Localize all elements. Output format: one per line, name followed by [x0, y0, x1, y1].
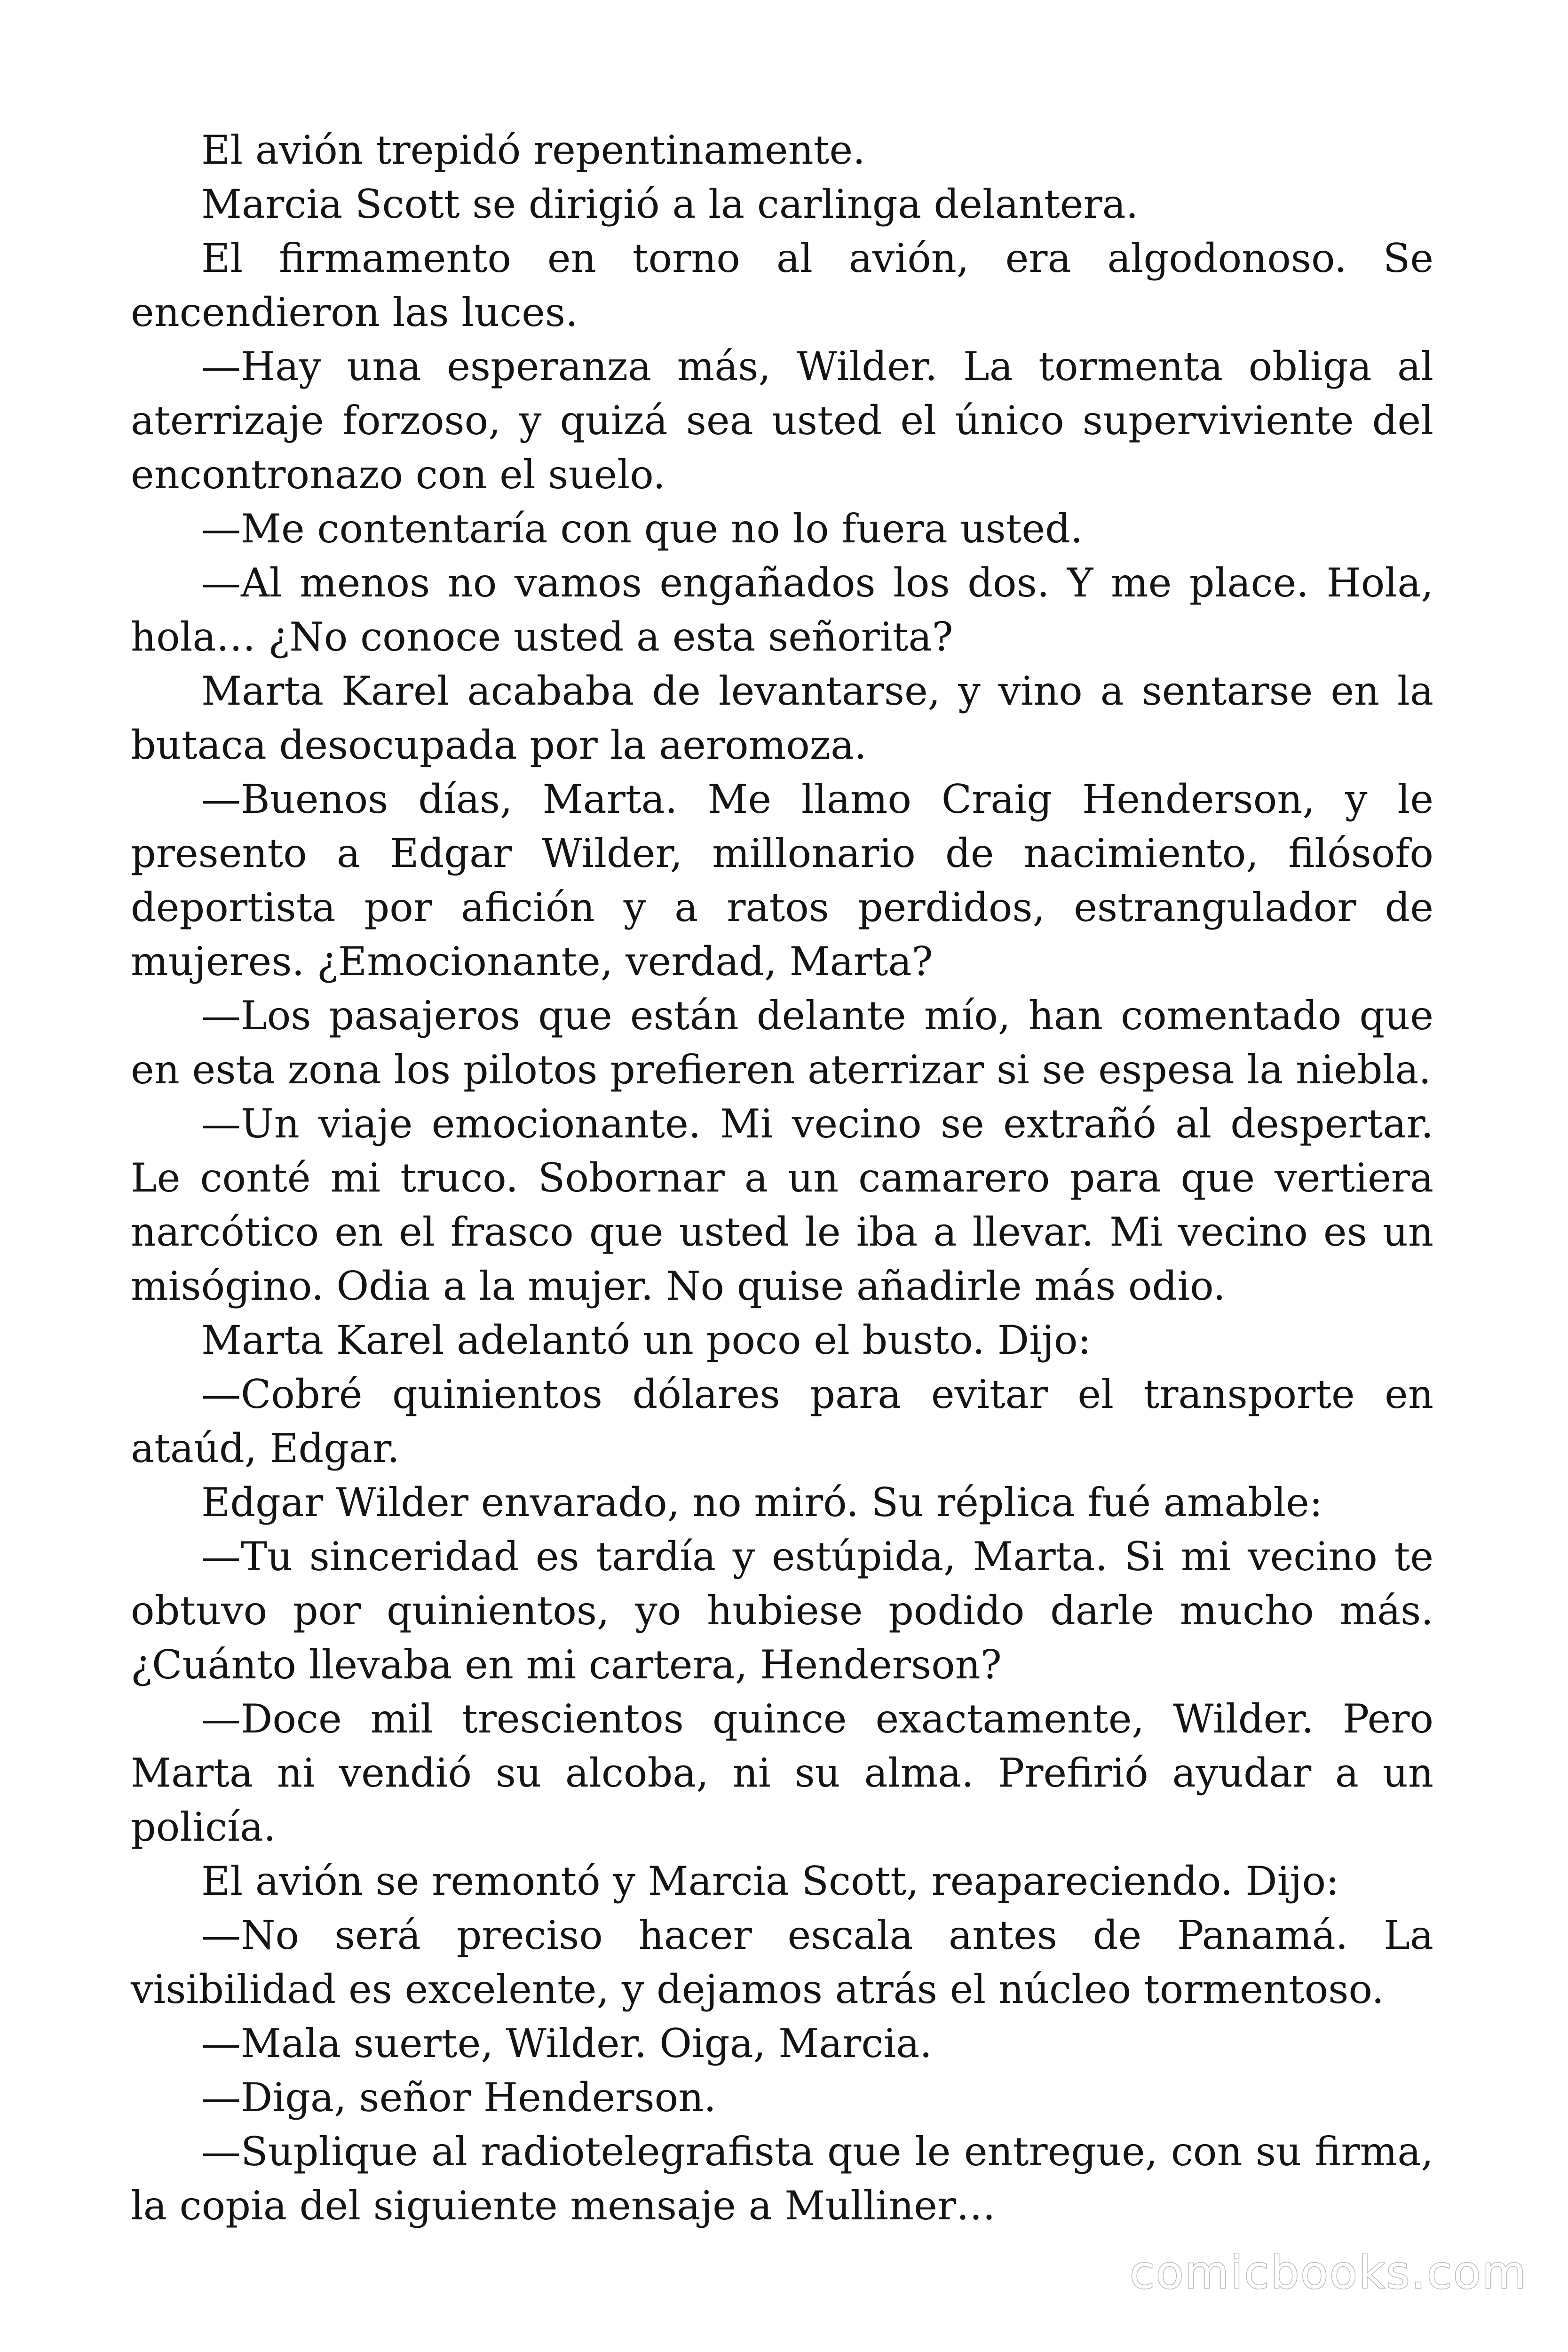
paragraph-19: —Diga, señor Henderson. — [201, 2074, 716, 2121]
paragraph-8: —Buenos días, Marta. Me llamo Craig Henderson, y le presento a Edgar Wilder, millonario de nacimiento, filósofo deportista por afición y a ratos perdidos, estrangulador de mujeres. ¿Emocionante, verdad, Marta? — [131, 776, 1433, 985]
paragraph-17: —No será preciso hacer escala antes de Panamá. La visibilidad es excelente, y dejamos atrás el núcleo tormentoso. — [131, 1912, 1433, 2012]
paragraph-10: —Un viaje emocionante. Mi vecino se extrañó al despertar. Le conté mi truco. Sobornar a un camarero para que vertiera narcótico en el frasco que usted le iba a llevar. Mi vecino es un misógino. Odia a la mujer. No quise añadirle más odio. — [131, 1101, 1433, 1309]
paragraph-3: El firmamento en torno al avión, era algodonoso. Se encendieron las luces. — [131, 235, 1433, 335]
watermark-text: comicbooks.com — [1129, 2246, 1528, 2299]
paragraph-1: El avión trepidó repentinamente. — [201, 127, 865, 173]
page-body — [131, 123, 1433, 2233]
paragraph-2: Marcia Scott se dirigió a la carlinga delantera. — [201, 181, 1139, 227]
paragraph-6: —Al menos no vamos engañados los dos. Y me place. Hola, hola… ¿No conoce usted a esta señorita? — [131, 560, 1433, 660]
paragraph-11: Marta Karel adelantó un poco el busto. Dijo: — [201, 1317, 1091, 1363]
paragraph-13: Edgar Wilder envarado, no miró. Su réplica fué amable: — [201, 1479, 1323, 1526]
paragraph-20: —Suplique al radiotelegrafista que le entregue, con su firma, la copia del siguiente mensaje a Mulliner… — [131, 2129, 1433, 2229]
paragraph-7: Marta Karel acababa de levantarse, y vino a sentarse en la butaca desocupada por la aeromoza. — [131, 668, 1433, 768]
paragraph-5: —Me contentaría con que no lo fuera usted. — [201, 506, 1083, 552]
paragraph-16: El avión se remontó y Marcia Scott, reapareciendo. Dijo: — [201, 1858, 1339, 1904]
paragraph-9: —Los pasajeros que están delante mío, han comentado que en esta zona los pilotos prefieren aterrizar si se espesa la niebla. — [131, 993, 1433, 1093]
paragraph-4: —Hay una esperanza más, Wilder. La tormenta obliga al aterrizaje forzoso, y quizá sea usted el único superviviente del encontronazo con el suelo. — [131, 343, 1433, 498]
paragraph-15: —Doce mil trescientos quince exactamente, Wilder. Pero Marta ni vendió su alcoba, ni su alma. Prefirió ayudar a un policía. — [131, 1696, 1433, 1850]
paragraph-12: —Cobré quinientos dólares para evitar el transporte en ataúd, Edgar. — [131, 1371, 1433, 1471]
paragraph-14: —Tu sinceridad es tardía y estúpida, Marta. Si mi vecino te obtuvo por quinientos, yo hubiese podido darle mucho más. ¿Cuánto llevaba en mi cartera, Henderson? — [131, 1534, 1433, 1688]
paragraph-18: —Mala suerte, Wilder. Oiga, Marcia. — [201, 2020, 932, 2066]
